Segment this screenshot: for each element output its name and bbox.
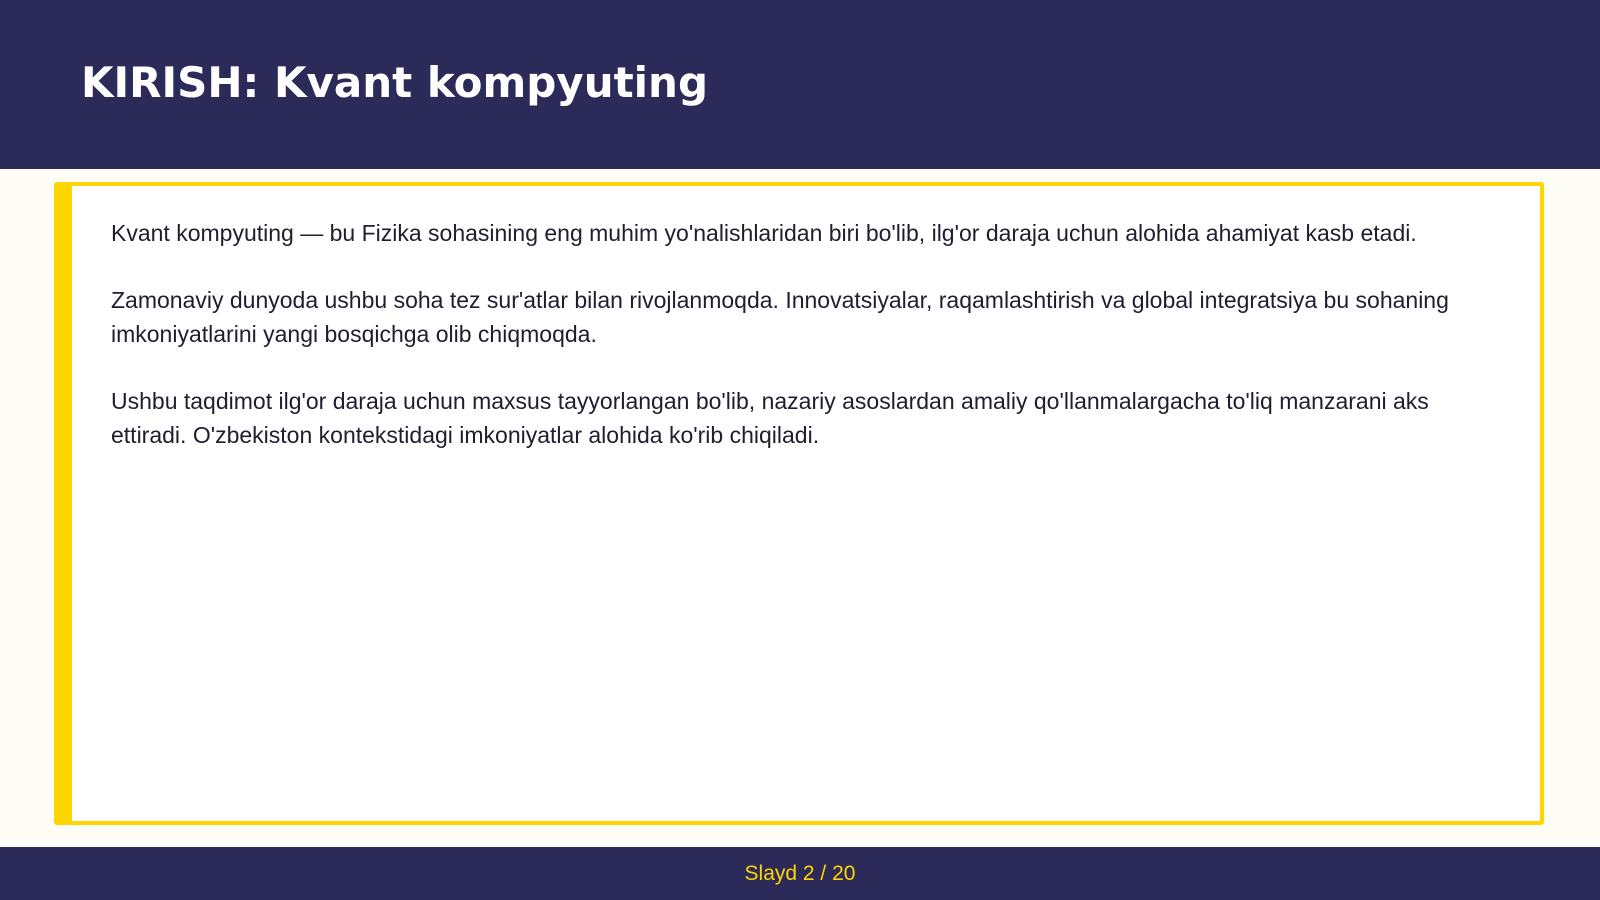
slide-title: KIRISH: Kvant kompyuting <box>81 58 709 107</box>
slide-counter: Slayd 2 / 20 <box>744 862 856 885</box>
paragraph-presentation-scope: Ushbu taqdimot ilg'or daraja uchun maxsus tayyorlangan bo'lib, nazariy asoslardan amaliy qo'llanmalargacha to'liq manzarani aks ettiradi. O'zbekiston kontekstidagi imkoniyatlar alohida ko'rib chiqiladi. <box>111 388 1429 448</box>
paragraph-modern-world: Zamonaviy dunyoda ushbu soha tez sur'atlar bilan rivojlanmoqda. Innovatsiyalar, raqamlashtirish va global integratsiya bu sohaning imkoniyatlarini yangi bosqichga olib chiqmoqda. <box>111 287 1449 347</box>
slide-footer <box>0 847 1600 900</box>
slide-header <box>0 0 1600 169</box>
content-body <box>111 216 1506 485</box>
paragraph-intro: Kvant kompyuting — bu Fizika sohasining eng muhim yo'nalishlaridan biri bo'lib, ilg'or daraja uchun alohida ahamiyat kasb etadi. <box>111 220 1417 246</box>
content-card <box>54 182 1544 825</box>
